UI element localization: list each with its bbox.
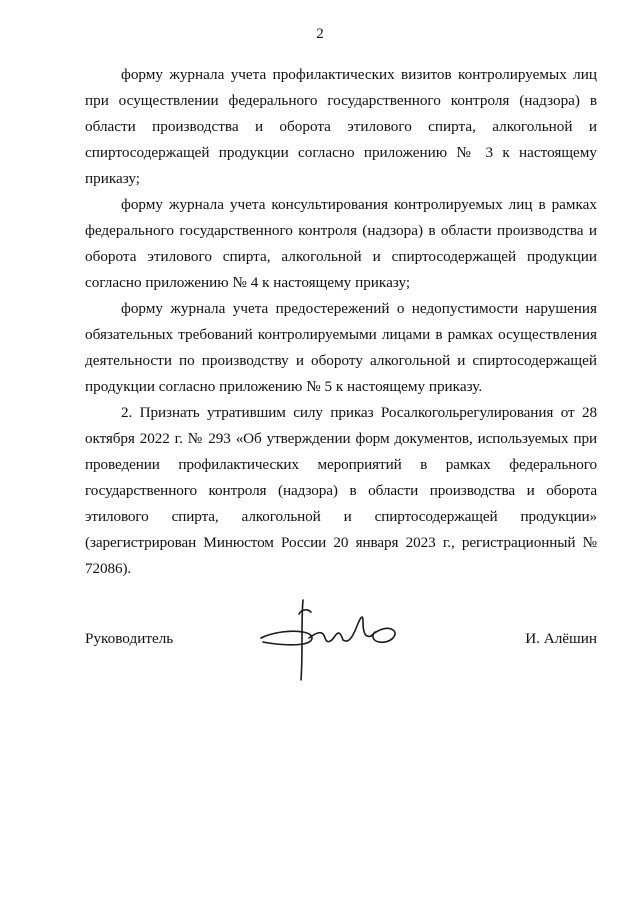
signatory-title: Руководитель: [85, 630, 174, 647]
handwritten-signature-icon: [253, 592, 413, 692]
document-body: [85, 62, 597, 582]
paragraph-journal-warnings: форму журнала учета предостережений о недопустимости нарушения обязательных требований контролируемыми лицами в рамках осуществления деятельности по производству и обороту алкогольной и спиртосодержащей продукции согласно приложению № 5 к настоящему приказу.: [85, 300, 597, 395]
signature-block: [85, 622, 597, 682]
paragraph-repeal-order: 2. Признать утратившим силу приказ Росалкогольрегулирования от 28 октября 2022 г. № 293 «Об утверждении форм документов, используемых при проведении профилактических мероприятий в рамках федерального государственного контроля (надзора) в области производства и оборота этилового спирта, алкогольной и спиртосодержащей продукции» (зарегистрирован Минюстом России 20 января 2023 г., регистрационный № 72086).: [85, 404, 597, 577]
paragraph-journal-consulting: форму журнала учета консультирования контролируемых лиц в рамках федерального государственного контроля (надзора) в области производства и оборота этилового спирта, алкогольной и спиртосодержащей продукции согласно приложению № 4 к настоящему приказу;: [85, 196, 597, 291]
paragraph-journal-visits: форму журнала учета профилактических визитов контролируемых лиц при осуществлении федерального государственного контроля (надзора) в области производства и оборота этилового спирта, алкогольной и спиртосодержащей продукции согласно приложению № 3 к настоящему приказу;: [85, 66, 597, 187]
signatory-name: И. Алёшин: [525, 630, 597, 647]
page-number: 2: [316, 26, 324, 42]
